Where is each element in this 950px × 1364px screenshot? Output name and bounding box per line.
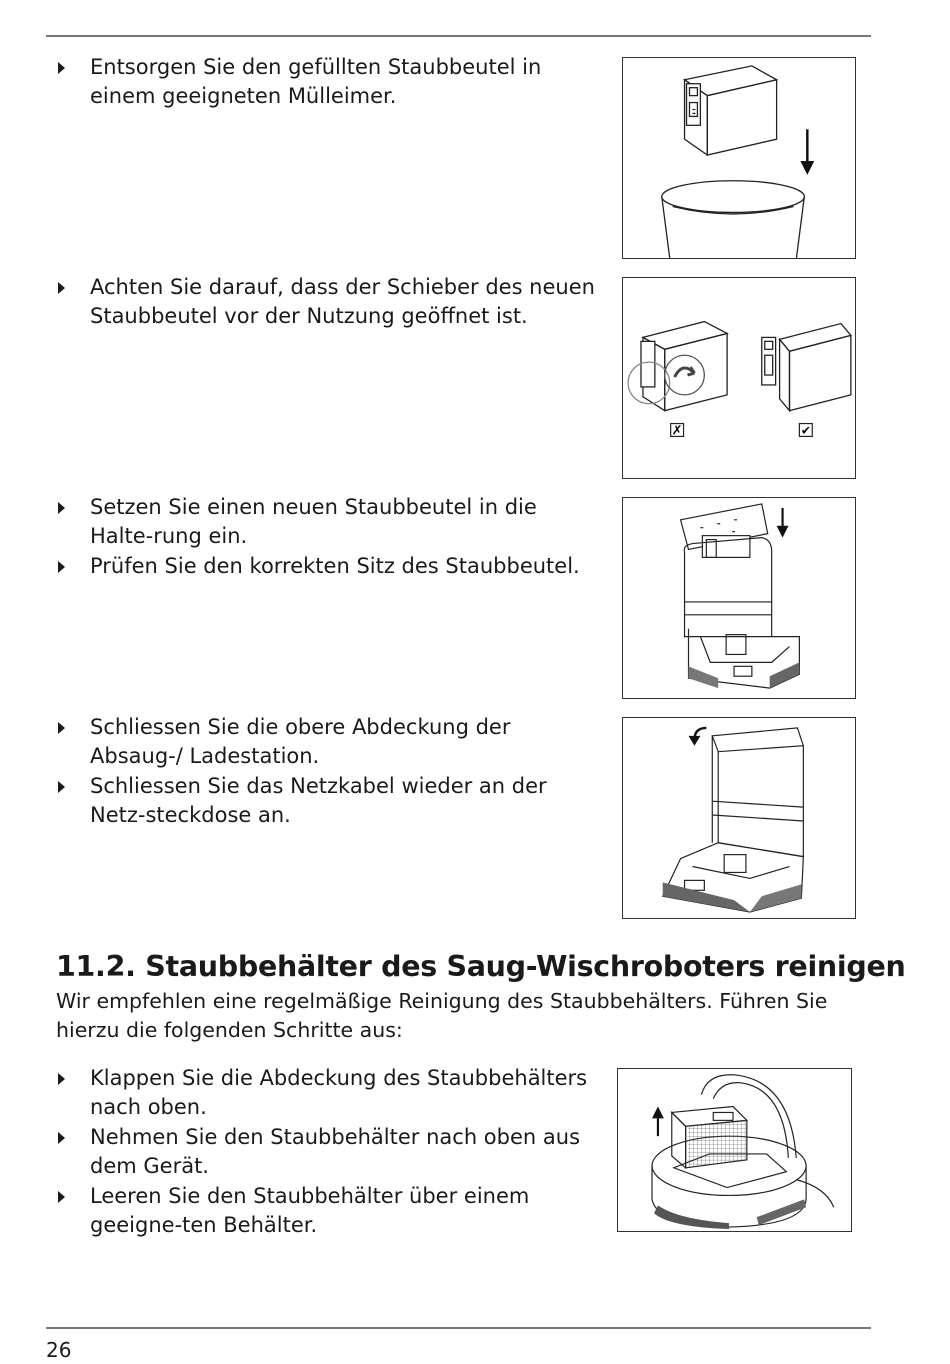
bullet-arrow-icon xyxy=(58,1191,65,1203)
remove-dustbin-illustration xyxy=(618,1069,851,1231)
bullet-text: Entsorgen Sie den gefüllten Staubbeutel in einem geeigneten Mülleimer. xyxy=(90,55,542,108)
bullet-item xyxy=(56,1182,604,1239)
figure-insert-bag xyxy=(622,497,856,699)
step-block-3 xyxy=(56,493,604,583)
bullet-arrow-icon xyxy=(58,1073,65,1085)
bullet-item xyxy=(56,1064,604,1121)
wrong-mark: ✗ xyxy=(671,423,683,439)
bullet-arrow-icon xyxy=(58,282,65,294)
bullet-text: Achten Sie darauf, dass der Schieber des neuen Staubbeutel vor der Nutzung geöffnet ist. xyxy=(90,275,595,328)
curved-arrow-icon xyxy=(689,728,707,746)
bullet-item xyxy=(56,1123,604,1180)
up-arrow-icon xyxy=(652,1107,664,1137)
bullet-arrow-icon xyxy=(58,561,65,573)
bag-slider-check-illustration xyxy=(623,278,855,478)
down-arrow-icon xyxy=(777,508,789,538)
bullet-text: Schliessen Sie die obere Abdeckung der Absaug-/ Ladestation. xyxy=(90,715,511,768)
bag-into-bin-illustration xyxy=(623,58,855,258)
bullet-item xyxy=(56,493,604,550)
section-steps xyxy=(56,1064,604,1241)
bullet-item xyxy=(56,713,604,770)
bottom-rule xyxy=(46,1327,871,1329)
figure-remove-dustbin xyxy=(617,1068,852,1232)
step-block-2 xyxy=(56,273,604,332)
insert-bag-illustration xyxy=(623,498,855,698)
bullet-text: Leeren Sie den Staubbehälter über einem geeigne-ten Behälter. xyxy=(90,1184,530,1237)
bullet-arrow-icon xyxy=(58,722,65,734)
step-block-1 xyxy=(56,53,604,112)
bullet-arrow-icon xyxy=(58,781,65,793)
step-block-4 xyxy=(56,713,604,831)
section-intro: Wir empfehlen eine regelmäßige Reinigung des Staubbehälters. Führen Sie hierzu die folgenden Schritte aus: xyxy=(56,989,828,1042)
figure-bag-into-bin xyxy=(622,57,856,259)
bullet-arrow-icon xyxy=(58,62,65,74)
bullet-item xyxy=(56,273,604,330)
figure-bag-slider-check xyxy=(622,277,856,479)
bullet-text: Nehmen Sie den Staubbehälter nach oben aus dem Gerät. xyxy=(90,1125,581,1178)
bullet-text: Klappen Sie die Abdeckung des Staubbehälters nach oben. xyxy=(90,1066,588,1119)
figure-close-cover xyxy=(622,717,856,919)
right-mark: ✔ xyxy=(800,423,811,438)
bullet-item xyxy=(56,552,604,581)
close-cover-illustration xyxy=(623,718,855,918)
bullet-text: Schliessen Sie das Netzkabel wieder an der Netz-steckdose an. xyxy=(90,774,547,827)
page-number: 26 xyxy=(46,1338,72,1362)
bullet-text: Setzen Sie einen neuen Staubbeutel in die Halte-rung ein. xyxy=(90,495,537,548)
wrong-mark-icon xyxy=(671,423,684,438)
bullet-arrow-icon xyxy=(58,1132,65,1144)
section-heading: 11.2. Staubbehälter des Saug-Wischroboters reinigen xyxy=(56,950,906,983)
right-mark-icon xyxy=(799,423,812,437)
top-rule xyxy=(46,35,871,37)
bullet-item xyxy=(56,772,604,829)
bullet-item xyxy=(56,53,604,110)
bullet-arrow-icon xyxy=(58,502,65,514)
down-arrow-icon xyxy=(800,129,814,175)
bullet-text: Prüfen Sie den korrekten Sitz des Staubbeutel. xyxy=(90,554,580,578)
